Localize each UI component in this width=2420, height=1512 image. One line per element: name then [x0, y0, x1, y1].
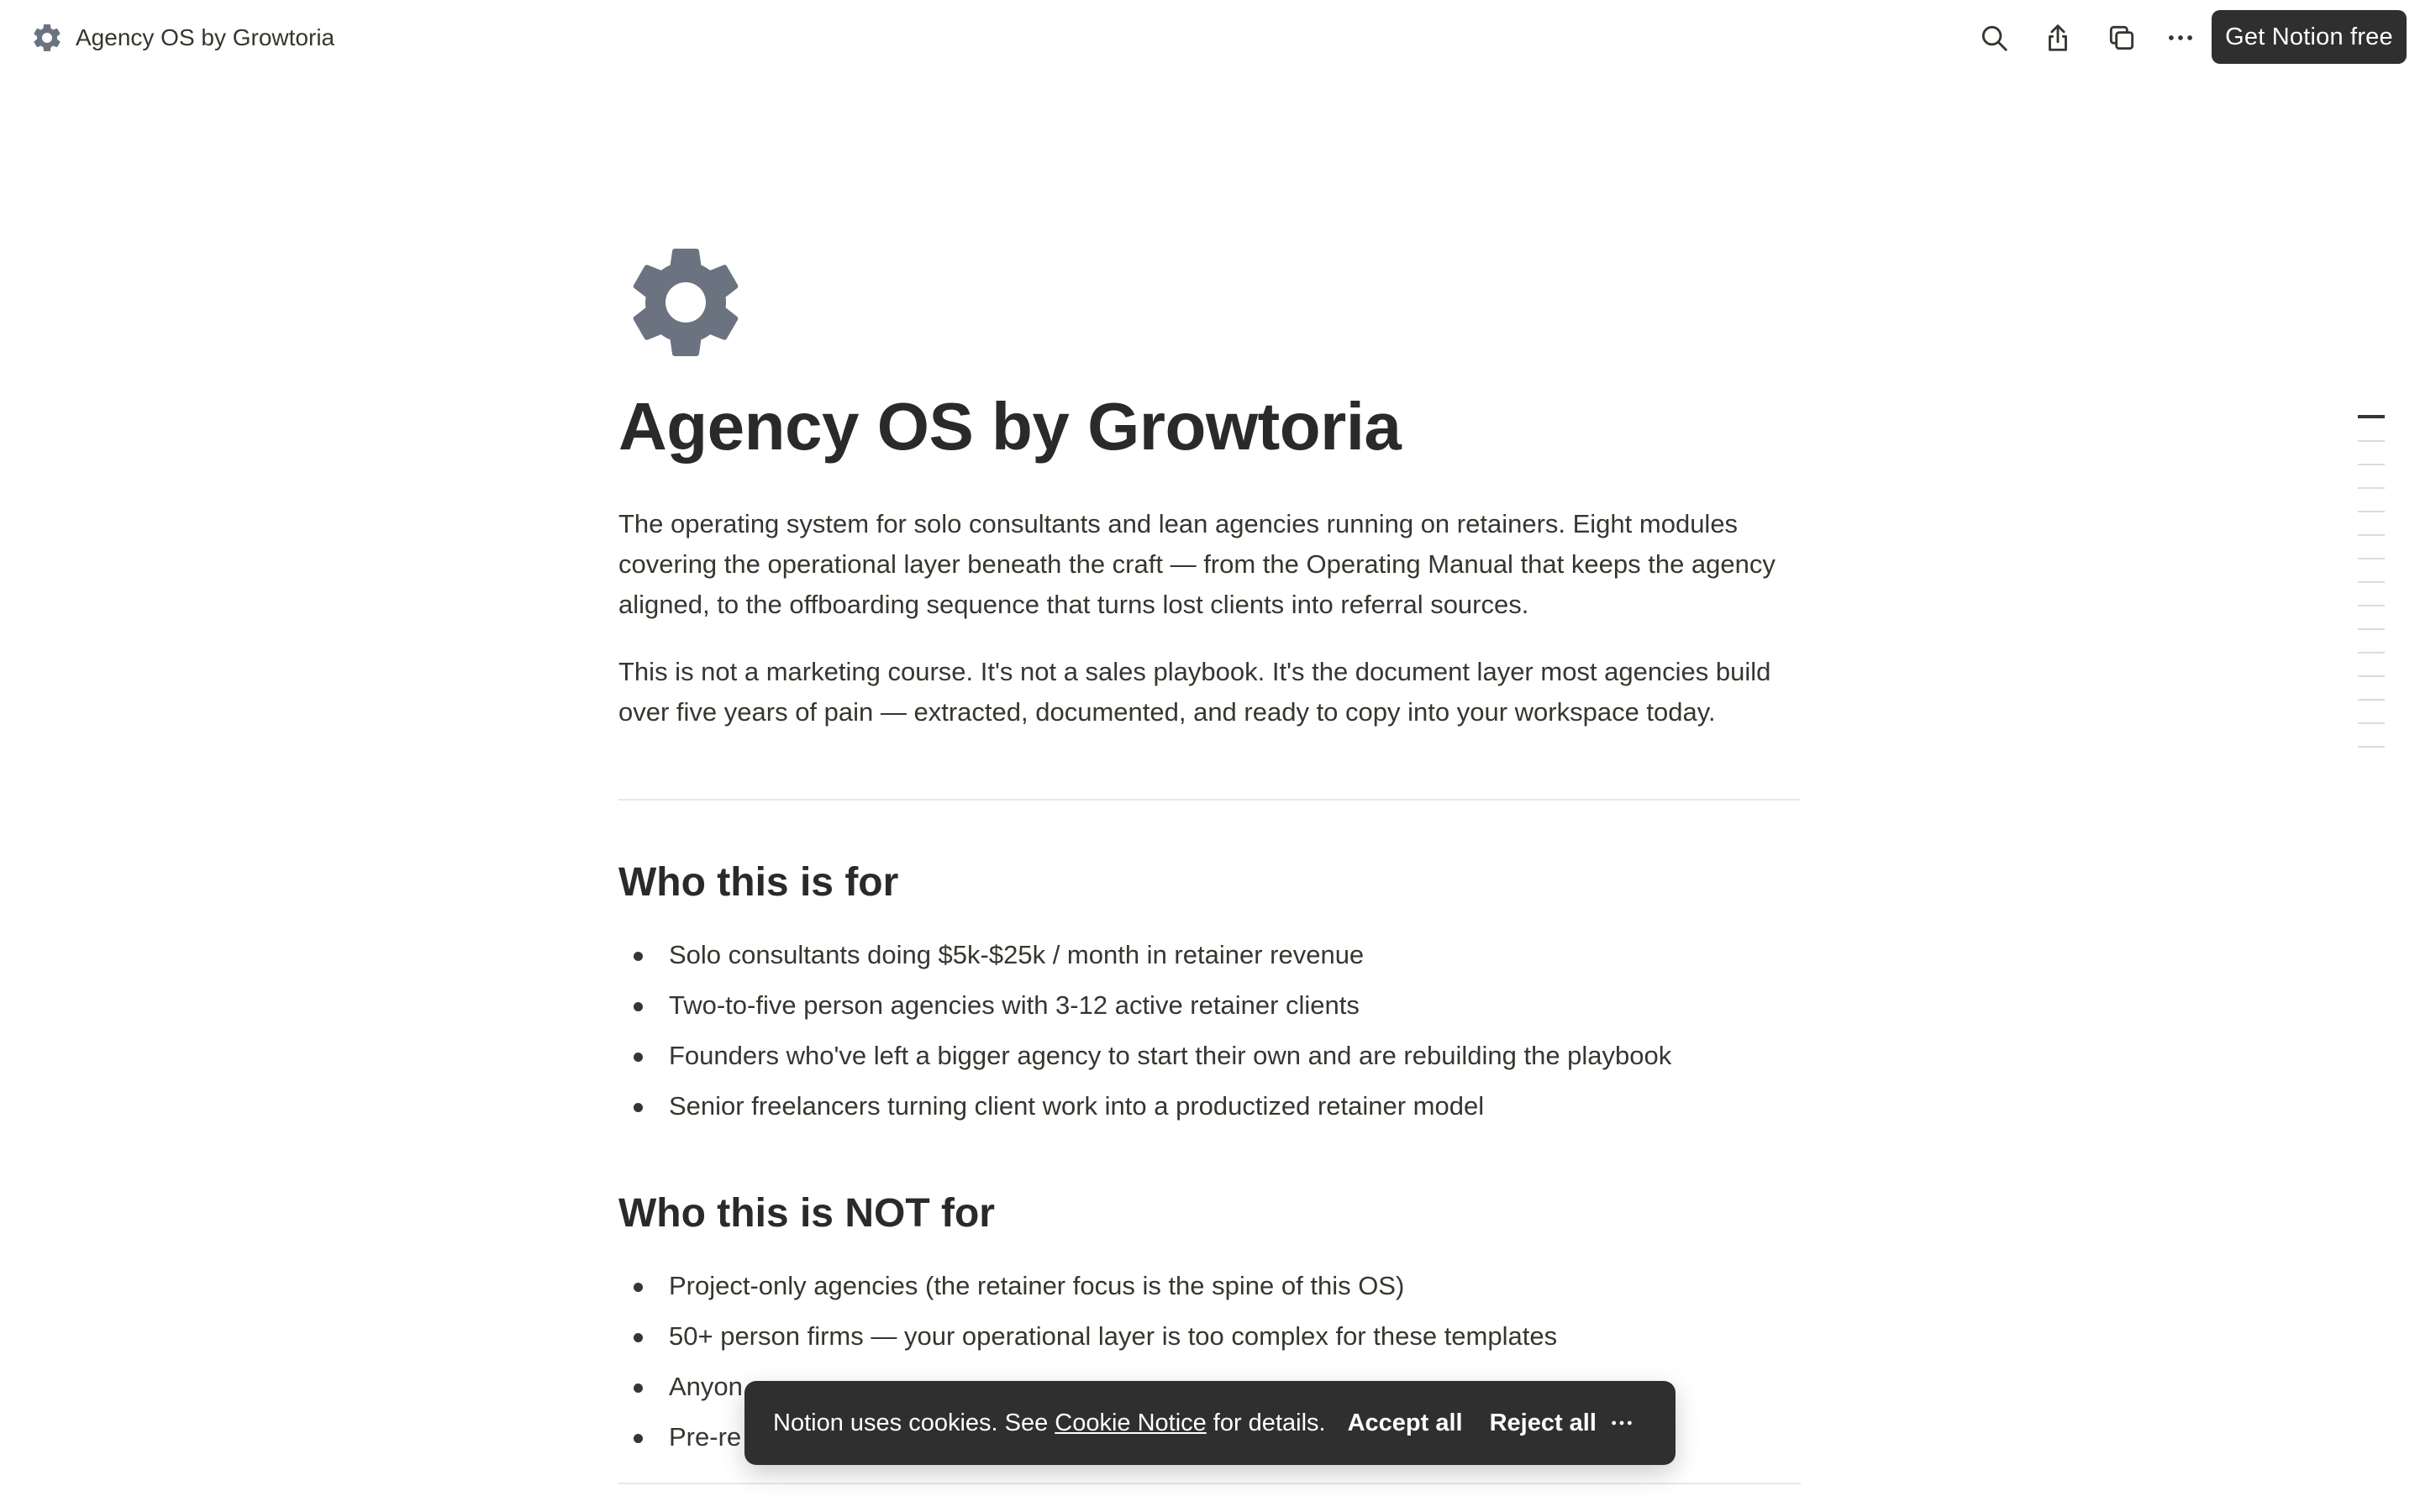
more-icon: [1608, 1410, 1635, 1436]
divider: [618, 1483, 1801, 1484]
search-button[interactable]: [1975, 18, 2013, 57]
outline-marker[interactable]: [2358, 722, 2385, 724]
list-item: Two-to-five person agencies with 3-12 active retainer clients: [618, 980, 1812, 1031]
list-item: 50+ person firms — your operational layer is too complex for these templates: [618, 1311, 1812, 1362]
list-item: Pre-re: [618, 1412, 1812, 1462]
list-item: Solo consultants doing $5k-$25k / month in retainer revenue: [618, 930, 1812, 980]
outline-marker[interactable]: [2358, 415, 2385, 418]
cookie-banner: [744, 1381, 1676, 1465]
outline-marker[interactable]: [2358, 440, 2385, 442]
outline-marker[interactable]: [2358, 511, 2385, 512]
breadcrumb-title: Agency OS by Growtoria: [76, 24, 335, 50]
more-icon: [2165, 22, 2196, 54]
outline-marker[interactable]: [2358, 534, 2385, 536]
top-bar: [0, 0, 2420, 76]
outline-marker[interactable]: [2358, 558, 2385, 559]
breadcrumb[interactable]: [30, 18, 334, 57]
cookie-text-after: for details.: [1213, 1409, 1326, 1436]
outline-marker[interactable]: [2358, 487, 2385, 489]
cookie-more-button[interactable]: [1597, 1404, 1647, 1442]
who-for-list: [618, 930, 1812, 1131]
intro-paragraph: This is not a marketing course. It's not a sales playbook. It's the document layer most agencies build over five years of pain — extracted, documented, and ready to copy into your workspace today.: [618, 657, 1771, 727]
gear-icon: [30, 21, 64, 55]
get-notion-free-button[interactable]: Get Notion free: [2212, 10, 2407, 64]
page-title: Agency OS by Growtoria: [618, 389, 1402, 464]
share-button[interactable]: [2039, 18, 2077, 57]
intro-paragraph: The operating system for solo consultants and lean agencies running on retainers. Eight modules covering the operational layer beneath the craft — from the Operating Manual that keeps the agency aligned, to the offboarding sequence that turns lost clients into referral sources.: [618, 509, 1776, 619]
outline-marker[interactable]: [2358, 699, 2385, 701]
cookie-text: Notion uses cookies. See: [773, 1409, 1049, 1436]
more-options-button[interactable]: [2161, 18, 2200, 57]
section-heading-who-not-for: Who this is NOT for: [618, 1191, 995, 1236]
list-item: Anyon: [618, 1362, 1812, 1412]
list-item: Founders who've left a bigger agency to start their own and are rebuilding the playbook: [618, 1031, 1812, 1081]
duplicate-button[interactable]: [2102, 18, 2141, 57]
reject-all-button[interactable]: Reject all: [1489, 1409, 1597, 1436]
page-outline: [2358, 415, 2388, 769]
outline-marker[interactable]: [2358, 605, 2385, 606]
outline-marker[interactable]: [2358, 675, 2385, 677]
outline-marker[interactable]: [2358, 652, 2385, 654]
outline-marker[interactable]: [2358, 581, 2385, 583]
outline-marker[interactable]: [2358, 746, 2385, 748]
section-heading-who-for: Who this is for: [618, 860, 899, 905]
outline-marker[interactable]: [2358, 464, 2385, 465]
search-icon: [1978, 22, 2010, 54]
divider: [618, 799, 1801, 801]
duplicate-icon: [2106, 22, 2138, 54]
outline-marker[interactable]: [2358, 628, 2385, 630]
cookie-notice-link[interactable]: Cookie Notice: [1055, 1409, 1207, 1436]
list-item: Project-only agencies (the retainer focus is the spine of this OS): [618, 1261, 1812, 1311]
accept-all-button[interactable]: Accept all: [1347, 1409, 1463, 1436]
share-icon: [2042, 22, 2074, 54]
list-item: Senior freelancers turning client work into a productized retainer model: [618, 1081, 1812, 1131]
gear-icon: [618, 235, 753, 370]
